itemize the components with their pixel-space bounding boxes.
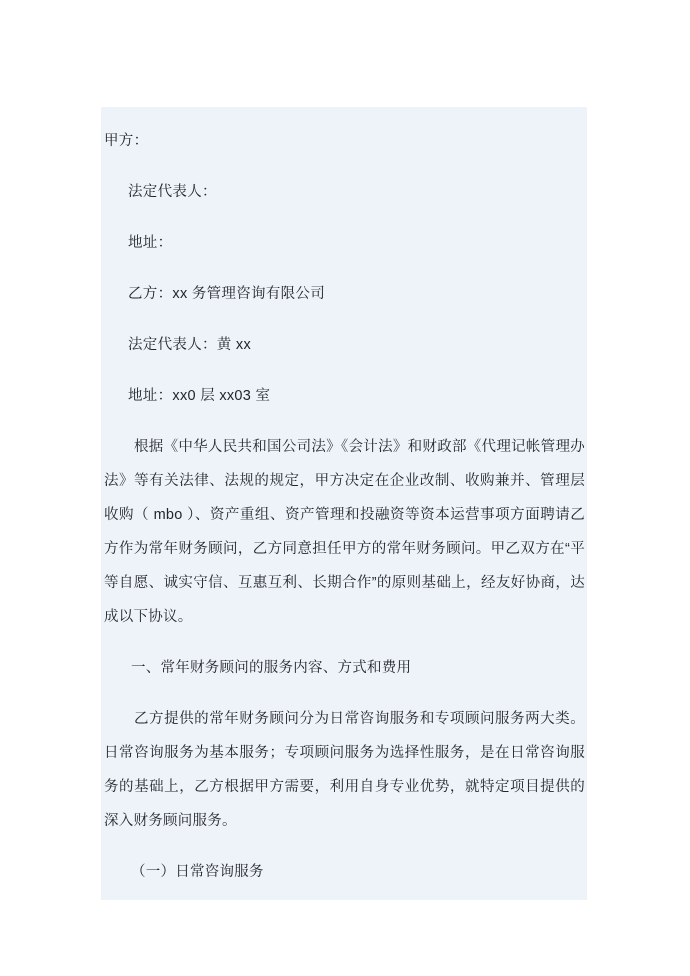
header-body-gap bbox=[101, 422, 587, 430]
block-bottom-padding bbox=[101, 889, 587, 900]
subsection-heading-one: （一）日常咨询服务 bbox=[131, 864, 264, 880]
party-b-legal-representative: 法定代表人：黄 xx bbox=[128, 337, 252, 353]
scope-paragraph: 乙方提供的常年财务顾问分为日常咨询服务和专项顾问服务两大类。日常咨询服务为基本服务；专项顾问服务为选择性服务，是在日常咨询服务的基础上，乙方根据甲方需要，利用自身专业优势，就特定项目提供的深入财务顾问服务。 bbox=[104, 711, 585, 829]
party-a-label: 甲方： bbox=[104, 133, 149, 149]
section-heading-one: 一、常年财务顾问的服务内容、方式和费用 bbox=[131, 660, 412, 676]
paragraph-gap-1 bbox=[101, 634, 587, 651]
party-a-legal-representative: 法定代表人： bbox=[128, 184, 217, 200]
party-b-address: 地址：xx0 层 xx03 室 bbox=[128, 388, 271, 404]
paragraph-gap-2 bbox=[101, 838, 587, 855]
highlighted-content-block[interactable] bbox=[101, 107, 587, 900]
party-a-address: 地址： bbox=[128, 235, 173, 251]
preamble-paragraph: 根据《中华人民共和国公司法》《会计法》和财政部《代理记帐管理办法》等有关法律、法规的规定，甲方决定在企业改制、收购兼并、管理层收购（ mbo ）、资产重组、资产管理和投融资等资本运营事项方面聘请乙方作为常年财务顾问，乙方同意担任甲方的常年财务顾问。甲乙双方在“平等自愿、诚实守信、互惠互利、长期合作”的原则基础上，经友好协商，达成以下协议。 bbox=[104, 439, 585, 625]
block-top-padding bbox=[101, 107, 587, 116]
party-b-name: 乙方：xx 务管理咨询有限公司 bbox=[128, 286, 326, 302]
heading-gap-1 bbox=[101, 685, 587, 702]
